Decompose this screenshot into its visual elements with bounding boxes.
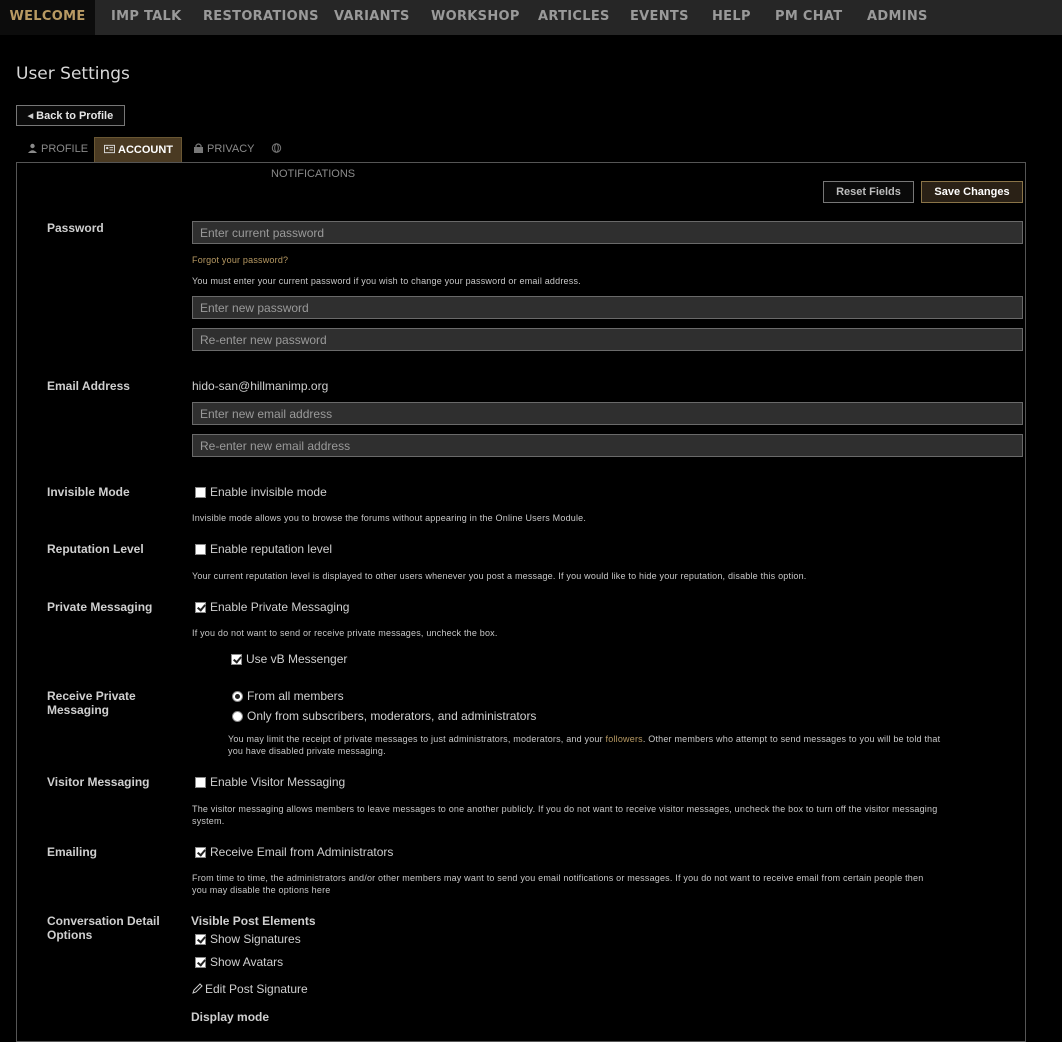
invisible-mode-box[interactable] [195,487,206,498]
admin-email-checkbox[interactable] [195,845,393,859]
emailing-note [192,872,1026,896]
show-avatars-box[interactable] [195,957,206,968]
nav-imp-talk[interactable]: IMP TALK [111,9,182,24]
reputation-checkbox[interactable] [195,542,332,556]
new-email-input[interactable] [192,402,1023,425]
edit-post-signature-link[interactable] [192,982,308,996]
receive-pm-note [228,733,1028,757]
new-password-input[interactable] [192,296,1023,319]
nav-admins[interactable]: ADMINS [867,9,928,24]
receive-pm-label-line1: Receive Private [47,689,136,703]
settings-panel [16,162,1026,1042]
display-mode-heading: Display mode [191,1010,270,1024]
reputation-label: Reputation Level [47,542,144,556]
show-avatars-option: Show Avatars [210,955,284,969]
show-signatures-option: Show Signatures [210,932,301,946]
vb-messenger-option: Use vB Messenger [246,652,348,666]
tab-privacy[interactable] [193,137,259,162]
show-signatures-box[interactable] [195,934,206,945]
tab-notifications-label: NOTIFICATIONS [271,168,356,180]
password-note: You must enter your current password if you wish to change your password or email address. [192,276,581,286]
password-label: Password [47,221,104,235]
receive-pm-note-line2: you have disabled private messaging. [228,746,386,756]
forgot-password-link[interactable]: Forgot your password? [192,255,289,265]
private-messaging-box[interactable] [195,602,206,613]
tab-profile-label: PROFILE [41,143,89,155]
receive-pm-label-line2: Messaging [47,703,110,717]
show-avatars-checkbox[interactable] [195,955,283,969]
receive-pm-limited-circle[interactable] [232,711,243,722]
invisible-mode-option: Enable invisible mode [210,485,327,499]
tab-profile[interactable] [27,137,91,162]
private-messaging-option: Enable Private Messaging [210,600,350,614]
emailing-label: Emailing [47,845,98,859]
nav-variants[interactable]: VARIANTS [334,9,410,24]
receive-pm-all-radio[interactable] [232,689,344,703]
reputation-option: Enable reputation level [210,542,333,556]
vb-messenger-checkbox[interactable] [231,652,347,666]
conversation-detail-label [47,914,160,942]
invisible-mode-note: Invisible mode allows you to browse the forums without appearing in the Online Users Module. [192,513,587,523]
admin-email-box[interactable] [195,847,206,858]
private-messaging-note: If you do not want to send or receive private messages, uncheck the box. [192,628,498,638]
confirm-email-input[interactable] [192,434,1023,457]
receive-pm-all-circle[interactable] [232,691,243,702]
globe-icon [271,143,282,153]
receive-pm-note-part2: . Other members who attempt to send messages to you will be told that [642,734,941,744]
receive-pm-limited-radio[interactable] [232,709,536,723]
current-password-input[interactable] [192,221,1023,244]
invisible-mode-label: Invisible Mode [47,485,130,499]
person-icon [27,143,38,153]
visitor-messaging-note-line1: The visitor messaging allows members to leave messages to one another publicly. If you do not want to receive visitor messages, uncheck the box to turn off the visitor messaging [192,804,938,814]
visitor-messaging-note-line2: system. [192,816,225,826]
tab-account-label: ACCOUNT [118,144,173,156]
visitor-messaging-box[interactable] [195,777,206,788]
save-changes-button[interactable]: Save Changes [921,181,1023,203]
followers-link[interactable]: followers [605,734,643,744]
nav-pm-chat[interactable]: PM CHAT [775,9,843,24]
back-arrow-icon: ◀ [27,113,34,120]
back-to-profile-label: Back to Profile [36,110,114,122]
visitor-messaging-checkbox[interactable] [195,775,345,789]
conversation-label-line2: Options [47,928,93,942]
nav-welcome[interactable]: WELCOME [0,0,95,35]
receive-pm-all-option: From all members [247,689,344,703]
visitor-messaging-option: Enable Visitor Messaging [210,775,346,789]
nav-restorations[interactable]: RESTORATIONS [203,9,319,24]
visitor-messaging-note [192,803,1026,827]
reset-fields-button[interactable]: Reset Fields [823,181,914,203]
admin-email-option: Receive Email from Administrators [210,845,394,859]
top-navigation [0,0,1062,35]
confirm-password-input[interactable] [192,328,1023,351]
nav-workshop[interactable]: WORKSHOP [431,9,520,24]
conversation-label-line1: Conversation Detail [47,914,160,928]
emailing-note-line2: you may disable the options here [192,885,331,895]
reputation-note: Your current reputation level is displayed to other users whenever you post a message. If you would like to hide your reputation, disable this option. [192,571,807,581]
show-signatures-checkbox[interactable] [195,932,301,946]
current-email: hido-san@hillmanimp.org [192,379,329,393]
visitor-messaging-label: Visitor Messaging [47,775,150,789]
reputation-box[interactable] [195,544,206,555]
receive-pm-label [47,689,136,717]
page-title: User Settings [16,64,130,84]
receive-pm-limited-option: Only from subscribers, moderators, and administrators [247,709,537,723]
id-card-icon [104,144,115,154]
invisible-mode-checkbox[interactable] [195,485,327,499]
emailing-note-line1: From time to time, the administrators and/or other members may want to send you email notifications or messages. If you do not want to receive email from certain people then [192,873,924,883]
nav-help[interactable]: HELP [712,9,751,24]
lock-icon [193,143,204,153]
private-messaging-checkbox[interactable] [195,600,349,614]
nav-articles[interactable]: ARTICLES [538,9,610,24]
pencil-icon [192,983,203,994]
nav-events[interactable]: EVENTS [630,9,689,24]
vb-messenger-box[interactable] [231,654,242,665]
private-messaging-label: Private Messaging [47,600,153,614]
tab-account[interactable] [94,137,182,162]
visible-post-elements-heading: Visible Post Elements [191,914,316,928]
tab-privacy-label: PRIVACY [207,143,255,155]
back-to-profile-button[interactable] [16,105,125,126]
tab-notifications[interactable] [271,137,366,180]
edit-post-signature-label: Edit Post Signature [205,982,308,996]
receive-pm-note-part1: You may limit the receipt of private messages to just administrators, moderators, and your [228,734,606,744]
email-label: Email Address [47,379,130,393]
